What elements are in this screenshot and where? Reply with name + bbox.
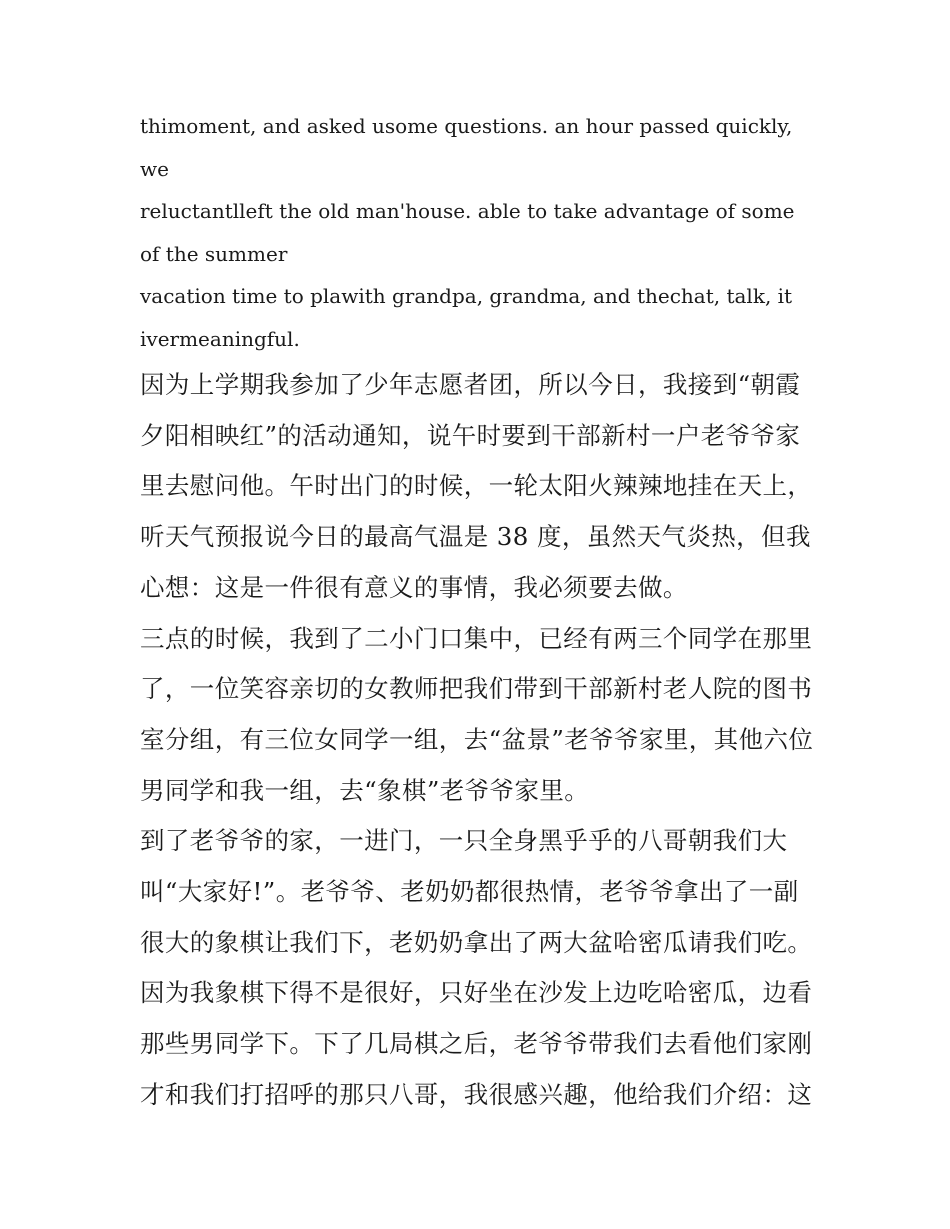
text-line: we xyxy=(140,156,169,181)
text-line: ivermeaningful. xyxy=(140,326,300,351)
text-line: 因为我象棋下得不是很好，只好坐在沙发上边吃哈密瓜，边看 xyxy=(140,978,813,1008)
text-line: 听天气预报说今日的最高气温是 38 度，虽然天气炎热，但我 xyxy=(140,522,811,552)
chinese-paragraph-2 xyxy=(140,614,820,817)
text-line: 男同学和我一组，去“象棋”老爷爷家里。 xyxy=(140,775,590,805)
text-line: 叫“大家好!”。老爷爷、老奶奶都很热情，老爷爷拿出了一副 xyxy=(140,877,799,907)
text-line: 才和我们打招呼的那只八哥，我很感兴趣，他给我们介绍：这 xyxy=(140,1079,813,1109)
document-body xyxy=(140,105,820,1121)
text-line: 里去慰问他。午时出门的时候，一轮太阳火辣辣地挂在天上， xyxy=(140,471,813,501)
chinese-paragraph-1 xyxy=(140,360,820,614)
text-line: of the summer xyxy=(140,241,288,266)
text-line: 室分组，有三位女同学一组，去“盆景”老爷爷家里，其他六位 xyxy=(140,724,814,754)
text-line: 因为上学期我参加了少年志愿者团，所以今日，我接到“朝霞 xyxy=(140,370,801,399)
text-line: 那些男同学下。下了几局棋之后，老爷爷带我们去看他们家刚 xyxy=(140,1029,813,1059)
text-line: 很大的象棋让我们下，老奶奶拿出了两大盆哈密瓜请我们吃。 xyxy=(140,927,813,957)
text-line: 了，一位笑容亲切的女教师把我们带到干部新村老人院的图书 xyxy=(140,674,813,704)
text-line: thimoment, and asked usome questions. an hour passed quickly, xyxy=(140,114,793,138)
text-line: reluctantlleft the old man'house. able to take advantage of some xyxy=(140,199,795,223)
text-line: 三点的时候，我到了二小门口集中，已经有两三个同学在那里 xyxy=(140,623,813,653)
english-paragraph xyxy=(140,105,820,360)
chinese-paragraph-3 xyxy=(140,816,820,1120)
text-line: 夕阳相映红”的活动通知，说午时要到干部新村一户老爷爷家 xyxy=(140,420,801,450)
text-line: 到了老爷爷的家，一进门，一只全身黑乎乎的八哥朝我们大 xyxy=(140,826,788,856)
text-line: 心想：这是一件很有意义的事情，我必须要去做。 xyxy=(140,572,688,602)
text-line: vacation time to plawith grandpa, grandma, and thechat, talk, it xyxy=(140,284,793,308)
